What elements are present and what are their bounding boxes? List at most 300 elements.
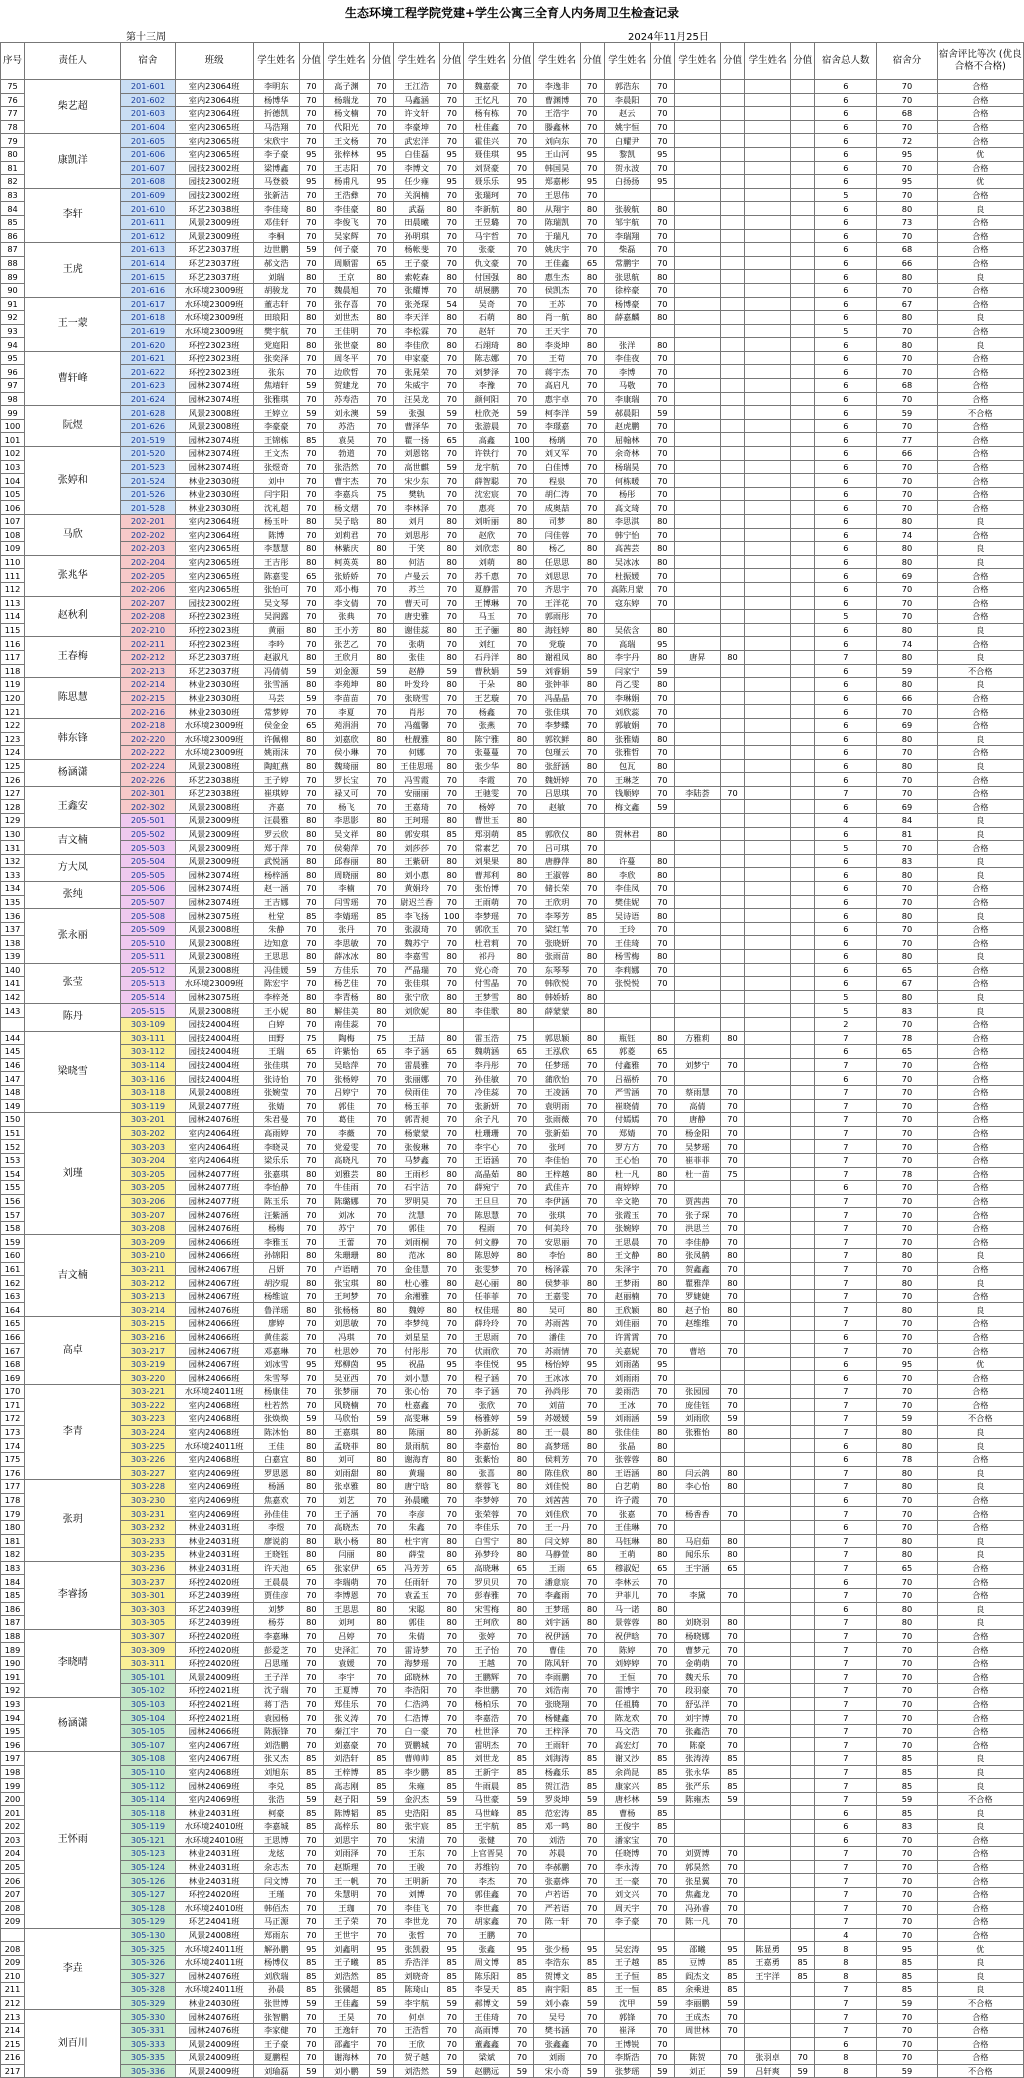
student-name: 王思博 — [253, 1833, 299, 1847]
student-score: 85 — [370, 1983, 394, 1997]
student-name — [674, 107, 720, 121]
student-name: 李晓灵 — [253, 1140, 299, 1154]
student-score: 70 — [299, 1126, 323, 1140]
row-number: 148 — [1, 1085, 25, 1099]
student-score — [720, 392, 744, 406]
student-score: 80 — [299, 732, 323, 746]
dorm-total: 6 — [815, 283, 877, 297]
table-row — [1, 1425, 1024, 1439]
student-name: 司梦 — [534, 515, 580, 529]
student-score: 70 — [299, 786, 323, 800]
dorm-score: 67 — [877, 297, 937, 311]
student-name: 魏萌涵 — [464, 1045, 510, 1059]
student-name: 张凯毅 — [394, 1942, 440, 1956]
student-score: 70 — [650, 1724, 674, 1738]
student-name: 王世宇 — [323, 1928, 369, 1942]
student-name: 曹宇杰 — [323, 474, 369, 488]
table-row — [1, 718, 1024, 732]
dorm-room: 305-107 — [121, 1738, 175, 1752]
dorm-score: 80 — [877, 311, 937, 325]
student-score — [720, 338, 744, 352]
student-score: 70 — [510, 1344, 534, 1358]
student-score: 70 — [650, 93, 674, 107]
table-row — [1, 977, 1024, 991]
student-name — [745, 215, 791, 229]
row-number: 214 — [1, 2023, 25, 2037]
row-number: 76 — [1, 93, 25, 107]
student-score: 70 — [650, 447, 674, 461]
student-name: 王明新 — [394, 1874, 440, 1888]
student-score: 80 — [299, 990, 323, 1004]
dorm-score: 70 — [877, 773, 937, 787]
student-name: 刘红 — [464, 637, 510, 651]
student-name: 肖一航 — [534, 311, 580, 325]
student-name: 刘瑞 — [253, 270, 299, 284]
student-score — [720, 474, 744, 488]
table-row — [1, 270, 1024, 284]
dorm-score: 59 — [877, 406, 937, 420]
student-score: 80 — [370, 678, 394, 692]
row-number: 179 — [1, 1507, 25, 1521]
dorm-room: 201-612 — [121, 229, 175, 243]
student-score: 70 — [650, 433, 674, 447]
student-name — [745, 895, 791, 909]
student-name: 苑涓涓 — [323, 718, 369, 732]
student-name: 董鑫鑫 — [464, 2037, 510, 2051]
student-score: 80 — [299, 1004, 323, 1018]
student-name: 姚雨沫 — [253, 746, 299, 760]
student-name: 王驰雯 — [464, 786, 510, 800]
dorm-score: 70 — [877, 1656, 937, 1670]
student-name: 刘雨涵 — [604, 1412, 650, 1426]
student-score: 70 — [510, 936, 534, 950]
student-score: 70 — [299, 637, 323, 651]
student-score: 70 — [650, 1072, 674, 1086]
student-score: 85 — [650, 1806, 674, 1820]
student-name — [674, 1181, 720, 1195]
student-score: 70 — [440, 977, 464, 991]
student-score: 70 — [299, 2010, 323, 2024]
student-score: 70 — [510, 691, 534, 705]
table-row — [1, 229, 1024, 243]
student-score: 70 — [580, 1724, 604, 1738]
student-score — [650, 841, 674, 855]
student-name: 唐宁晗 — [394, 1480, 440, 1494]
student-name: 赵子怡 — [674, 1303, 720, 1317]
student-score — [791, 134, 815, 148]
student-score: 70 — [440, 1928, 464, 1942]
student-score: 70 — [650, 379, 674, 393]
student-score: 70 — [370, 1126, 394, 1140]
student-name — [745, 1181, 791, 1195]
student-score: 80 — [299, 950, 323, 964]
dorm-room: 205-506 — [121, 882, 175, 896]
dorm-grade: 合格 — [937, 1126, 1023, 1140]
student-score: 80 — [299, 1466, 323, 1480]
student-name: 郭菱 — [604, 1045, 650, 1059]
student-score — [791, 854, 815, 868]
student-score: 70 — [650, 582, 674, 596]
student-name: 石丹洋 — [464, 650, 510, 664]
student-name — [745, 1099, 791, 1113]
dorm-score: 67 — [877, 977, 937, 991]
student-score: 80 — [720, 1548, 744, 1562]
student-name — [674, 610, 720, 624]
student-name: 王珂瑶 — [394, 814, 440, 828]
student-name: 马启茹 — [674, 1534, 720, 1548]
student-name: 王江浩 — [394, 80, 440, 94]
student-name: 马登毅 — [253, 175, 299, 189]
student-score: 80 — [650, 1452, 674, 1466]
student-score — [791, 1520, 815, 1534]
dorm-score: 81 — [877, 827, 937, 841]
dorm-total: 6 — [815, 175, 877, 189]
dorm-score: 59 — [877, 1792, 937, 1806]
class-name: 室内23065班 — [175, 555, 253, 569]
student-score: 70 — [440, 746, 464, 760]
student-score — [720, 990, 744, 1004]
student-score: 59 — [580, 1996, 604, 2010]
dorm-total: 5 — [815, 990, 877, 1004]
student-name: 黄佳蕊 — [253, 1330, 299, 1344]
responsible-person: 李青 — [25, 1385, 121, 1480]
student-score — [791, 1656, 815, 1670]
student-name: 王子婷 — [253, 773, 299, 787]
student-name: 薛智聪 — [464, 474, 510, 488]
student-name: 陈雍杰 — [674, 1792, 720, 1806]
column-header: 责任人 — [25, 43, 121, 80]
dorm-room: 303-233 — [121, 1534, 175, 1548]
student-score: 70 — [299, 80, 323, 94]
dorm-grade: 合格 — [937, 379, 1023, 393]
student-name: 张新茹 — [534, 1126, 580, 1140]
student-score: 59 — [370, 664, 394, 678]
student-score: 70 — [580, 1452, 604, 1466]
table-row — [1, 406, 1024, 420]
student-name: 刘星星 — [394, 1330, 440, 1344]
student-score: 80 — [510, 1276, 534, 1290]
student-score: 70 — [580, 1099, 604, 1113]
student-score: 70 — [720, 1126, 744, 1140]
table-row — [1, 1915, 1024, 1929]
student-name: 刘晓奇 — [394, 1969, 440, 1983]
table-row — [1, 1887, 1024, 1901]
column-header: 分值 — [720, 43, 744, 80]
student-score: 70 — [580, 1085, 604, 1099]
student-score: 70 — [440, 1085, 464, 1099]
student-score: 70 — [580, 705, 604, 719]
student-name: 王梓博 — [323, 1765, 369, 1779]
student-name: 刘欣蕊 — [604, 705, 650, 719]
student-score: 70 — [650, 1697, 674, 1711]
student-score: 70 — [370, 1017, 394, 1031]
student-name: 魏天乐 — [674, 1670, 720, 1684]
dorm-room: 201-520 — [121, 447, 175, 461]
student-name — [674, 392, 720, 406]
dorm-total: 6 — [815, 542, 877, 556]
student-name: 周天宇 — [604, 1901, 650, 1915]
dorm-score: 80 — [877, 909, 937, 923]
student-name: 苏晨 — [534, 1847, 580, 1861]
table-row — [1, 120, 1024, 134]
student-score: 70 — [580, 351, 604, 365]
student-score: 70 — [720, 1398, 744, 1412]
student-score: 80 — [440, 1031, 464, 1045]
student-name: 张浩然 — [323, 460, 369, 474]
class-name: 环控23023班 — [175, 637, 253, 651]
student-score — [791, 1820, 815, 1834]
student-name: 闫雪瑶 — [323, 895, 369, 909]
dorm-total: 6 — [815, 215, 877, 229]
student-score: 70 — [370, 936, 394, 950]
student-name: 王子洋 — [253, 1670, 299, 1684]
student-name: 葛佳 — [323, 1113, 369, 1127]
student-name: 于笑 — [394, 542, 440, 556]
student-score: 70 — [299, 882, 323, 896]
student-score: 70 — [580, 80, 604, 94]
student-name: 柯李洋 — [534, 406, 580, 420]
class-name: 室内24064班 — [175, 1140, 253, 1154]
week-label: 第十三周 — [126, 32, 166, 43]
student-name: 朱威宇 — [394, 379, 440, 393]
student-name: 王晓钰 — [253, 1548, 299, 1562]
table-row — [1, 1126, 1024, 1140]
table-row — [1, 1901, 1024, 1915]
student-name: 王佳鑫 — [323, 1996, 369, 2010]
student-score — [720, 854, 744, 868]
responsible-person: 王怀雨 — [25, 1752, 121, 1929]
dorm-grade: 良 — [937, 1480, 1023, 1494]
student-name — [674, 732, 720, 746]
student-name — [604, 1004, 650, 1018]
student-name: 魏婷 — [394, 1303, 440, 1317]
student-name: 瞿雅萍 — [674, 1276, 720, 1290]
student-score: 70 — [510, 528, 534, 542]
student-name: 白佳磊 — [394, 147, 440, 161]
table-row — [1, 1031, 1024, 1045]
inspection-table — [0, 42, 1024, 2078]
dorm-total: 6 — [815, 501, 877, 515]
student-name: 齐思宇 — [534, 582, 580, 596]
student-name: 李子豪 — [253, 147, 299, 161]
student-name: 刘嘉欣 — [323, 732, 369, 746]
student-score: 70 — [299, 256, 323, 270]
dorm-total: 8 — [815, 1955, 877, 1969]
student-name — [674, 188, 720, 202]
student-score: 70 — [440, 1575, 464, 1589]
student-score: 70 — [370, 1670, 394, 1684]
student-name: 张诗怡 — [253, 1072, 299, 1086]
dorm-total: 6 — [815, 460, 877, 474]
dorm-score: 70 — [877, 283, 937, 297]
student-name: 储长荣 — [534, 882, 580, 896]
student-name: 李琴芳 — [534, 909, 580, 923]
student-score: 80 — [580, 854, 604, 868]
student-score: 65 — [510, 1045, 534, 1059]
student-score: 70 — [440, 1153, 464, 1167]
student-name — [745, 610, 791, 624]
dorm-grade: 合格 — [937, 963, 1023, 977]
column-header: 学生姓名 — [534, 43, 580, 80]
table-row — [1, 1194, 1024, 1208]
student-score — [791, 1860, 815, 1874]
student-score: 70 — [510, 1153, 534, 1167]
student-name: 仇文豪 — [464, 256, 510, 270]
student-score: 59 — [299, 1792, 323, 1806]
dorm-total: 4 — [815, 1928, 877, 1942]
dorm-score: 80 — [877, 1480, 937, 1494]
student-score: 85 — [580, 1955, 604, 1969]
dorm-total: 7 — [815, 1847, 877, 1861]
class-name: 水环境23009班 — [175, 297, 253, 311]
dorm-score: 66 — [877, 447, 937, 461]
student-name — [745, 732, 791, 746]
student-name: 寇东婷 — [604, 596, 650, 610]
student-score — [720, 555, 744, 569]
dorm-total: 4 — [815, 814, 877, 828]
student-score: 70 — [650, 1181, 674, 1195]
row-number: 78 — [1, 120, 25, 134]
row-number: 172 — [1, 1412, 25, 1426]
student-score: 80 — [650, 1303, 674, 1317]
student-name: 刘博 — [394, 1887, 440, 1901]
student-score: 70 — [510, 1262, 534, 1276]
student-score: 70 — [370, 474, 394, 488]
row-number: 101 — [1, 433, 25, 447]
student-name: 李梦蝶 — [534, 718, 580, 732]
student-score — [791, 243, 815, 257]
dorm-grade: 良 — [937, 1752, 1023, 1766]
column-header: 班级 — [175, 43, 253, 80]
student-name: 王博琳 — [464, 596, 510, 610]
student-name: 宋雪梅 — [464, 1602, 510, 1616]
table-row — [1, 1656, 1024, 1670]
dorm-score: 70 — [877, 936, 937, 950]
student-name: 高梓乐 — [323, 1820, 369, 1834]
student-name — [674, 582, 720, 596]
dorm-room: 201-603 — [121, 107, 175, 121]
student-name: 徐梓豪 — [604, 283, 650, 297]
row-number: 97 — [1, 379, 25, 393]
student-score: 85 — [440, 1779, 464, 1793]
table-row — [1, 80, 1024, 94]
student-score — [720, 623, 744, 637]
student-score: 80 — [299, 555, 323, 569]
dorm-score: 70 — [877, 229, 937, 243]
student-name: 严雪涵 — [604, 1085, 650, 1099]
student-score: 70 — [440, 1221, 464, 1235]
student-name — [745, 1792, 791, 1806]
dorm-room: 202-201 — [121, 515, 175, 529]
student-name: 严晶瑞 — [394, 963, 440, 977]
student-score: 70 — [440, 474, 464, 488]
student-score: 80 — [299, 650, 323, 664]
student-score: 85 — [440, 1955, 464, 1969]
dorm-total: 6 — [815, 1330, 877, 1344]
student-name: 张雅婧 — [604, 732, 650, 746]
dorm-score: 80 — [877, 1425, 937, 1439]
student-name: 张佳佳 — [604, 1425, 650, 1439]
dorm-room: 205-507 — [121, 895, 175, 909]
table-row — [1, 324, 1024, 338]
student-score — [580, 1928, 604, 1942]
student-score: 70 — [720, 1058, 744, 1072]
dorm-grade: 良 — [937, 827, 1023, 841]
student-score: 70 — [370, 1208, 394, 1222]
student-score: 80 — [580, 759, 604, 773]
student-name: 李楠 — [323, 882, 369, 896]
student-name: 刘莎莎 — [394, 841, 440, 855]
dorm-grade: 合格 — [937, 215, 1023, 229]
student-name: 耿小杨 — [323, 1534, 369, 1548]
student-name: 刘世龙 — [464, 1752, 510, 1766]
student-score — [791, 460, 815, 474]
student-score: 70 — [440, 718, 464, 732]
dorm-room: 303-221 — [121, 1385, 175, 1399]
student-name: 陈璐娜 — [323, 1194, 369, 1208]
student-name: 王鹏 — [464, 1928, 510, 1942]
dorm-total: 6 — [815, 256, 877, 270]
dorm-room: 303-216 — [121, 1330, 175, 1344]
student-score: 70 — [299, 2051, 323, 2065]
student-name: 王蕾 — [323, 1235, 369, 1249]
student-score: 70 — [510, 1915, 534, 1929]
student-score: 80 — [370, 555, 394, 569]
dorm-room: 201-526 — [121, 487, 175, 501]
table-row — [1, 134, 1024, 148]
student-score: 70 — [650, 1113, 674, 1127]
dorm-total: 6 — [815, 868, 877, 882]
student-name: 郭欣仪 — [534, 827, 580, 841]
student-name: 李梦瑶 — [464, 909, 510, 923]
dorm-total: 6 — [815, 800, 877, 814]
table-row — [1, 1548, 1024, 1562]
student-score: 70 — [510, 134, 534, 148]
student-score: 70 — [370, 1724, 394, 1738]
student-name — [745, 1860, 791, 1874]
dorm-grade: 合格 — [937, 107, 1023, 121]
table-row — [1, 1602, 1024, 1616]
student-name: 王佳琦 — [464, 2010, 510, 2024]
row-number: 132 — [1, 854, 25, 868]
student-score: 80 — [440, 270, 464, 284]
dorm-grade: 合格 — [937, 1072, 1023, 1086]
dorm-total: 7 — [815, 1629, 877, 1643]
student-score: 70 — [370, 1140, 394, 1154]
table-row — [1, 854, 1024, 868]
student-score: 70 — [370, 746, 394, 760]
student-name — [674, 773, 720, 787]
student-name: 郭佳 — [394, 1616, 440, 1630]
dorm-room: 305-102 — [121, 1684, 175, 1698]
dorm-total: 6 — [815, 1357, 877, 1371]
student-score: 70 — [440, 120, 464, 134]
student-name: 付嫣嫣 — [604, 1113, 650, 1127]
column-header: 分值 — [299, 43, 323, 80]
dorm-room: 305-327 — [121, 1969, 175, 1983]
student-score: 80 — [299, 542, 323, 556]
dorm-total: 2 — [815, 1017, 877, 1031]
student-score — [791, 1045, 815, 1059]
student-name: 张钟菲 — [534, 678, 580, 692]
student-score: 80 — [720, 1466, 744, 1480]
student-name: 任梦瑶 — [534, 1058, 580, 1072]
student-name: 许佩棉 — [253, 732, 299, 746]
student-score: 59 — [440, 460, 464, 474]
student-score: 70 — [510, 1738, 534, 1752]
student-name: 张淑琦 — [394, 922, 440, 936]
class-name: 室内23064班 — [175, 528, 253, 542]
